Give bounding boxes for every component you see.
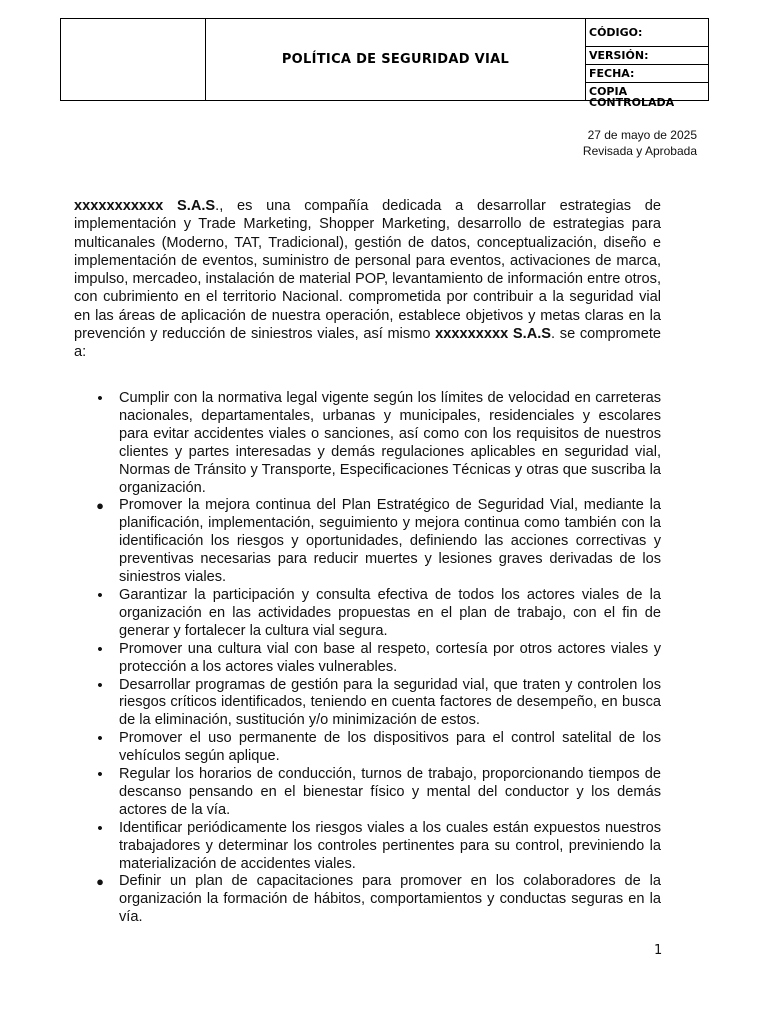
- page-number: 1: [654, 943, 663, 958]
- bullet-icon: [94, 390, 106, 409]
- bullet-icon: [94, 497, 106, 516]
- copia-controlada-field: COPIA CONTROLADA: [589, 85, 675, 109]
- commitment-item: [74, 641, 661, 677]
- intro-section: [74, 197, 661, 362]
- intro-paragraph: [74, 197, 661, 362]
- codigo-field: CÓDIGO:: [586, 19, 708, 47]
- bullet-icon: [94, 677, 106, 696]
- bullet-icon: [94, 730, 106, 749]
- commitment-item: [74, 820, 661, 874]
- document-title: POLÍTICA DE SEGURIDAD VIAL: [206, 19, 586, 100]
- bullet-icon: [94, 766, 106, 785]
- commitment-item: [74, 730, 661, 766]
- company-name: xxxxxxxxxxx S.A.S: [74, 198, 216, 214]
- commitment-text: Promover la mejora continua del Plan Estratégico de Seguridad Vial, mediante la planificación, implementación, seguimiento y mejora continua como también con la identificación los riesgos y oportunidades, definiendo las acciones correctivas y preventivas necesarias para reducir muertes y lesiones graves derivadas de los siniestros viales.: [119, 497, 661, 586]
- document-status: Revisada y Aprobada: [582, 144, 697, 158]
- commitment-text: Promover una cultura vial con base al respeto, cortesía por otros actores viales y protección a los actores viales vulnerables.: [119, 640, 661, 675]
- fecha-field: FECHA:: [586, 65, 708, 83]
- commitment-text: Promover el uso permanente de los dispositivos para el control satelital de los vehículos según aplique.: [119, 730, 661, 765]
- commitment-item: [74, 766, 661, 820]
- commitment-text: Identificar periódicamente los riesgos viales a los cuales están expuestos nuestros trabajadores y determinar los controles pertinentes para su control, previniendo la materialización de accidentes viales.: [119, 819, 661, 872]
- commitment-item: [74, 587, 661, 641]
- bullet-icon: [94, 587, 106, 606]
- version-field: VERSIÓN:: [586, 47, 708, 65]
- commitment-text: Garantizar la participación y consulta efectiva de todos los actores viales de la organización en las actividades propuestas en el plan de trabajo, con el fin de generar y fortalecer la cultura vial segura.: [119, 586, 661, 639]
- bullet-icon: [94, 641, 106, 660]
- commitment-text: Desarrollar programas de gestión para la seguridad vial, que traten y controlen los riesgos críticos identificados, teniendo en cuenta factores de desempeño, en busca de la eliminación, sustitución y/o minimización de estos.: [119, 676, 661, 729]
- commitments-list: [74, 390, 661, 927]
- commitment-text: Definir un plan de capacitaciones para promover en los colaboradores de la organización la formación de hábitos, comportamientos y conductas seguras en la vía.: [119, 873, 661, 926]
- commitment-item: [74, 390, 661, 497]
- company-name-repeat: xxxxxxxxx S.A.S: [435, 326, 552, 343]
- date-block: [583, 127, 697, 159]
- header-fields: [586, 19, 708, 109]
- bullet-icon: [94, 820, 106, 839]
- bullet-icon: [94, 873, 106, 892]
- commitment-item: [74, 677, 661, 731]
- intro-closing: . se compromete a:: [74, 326, 661, 361]
- commitment-text: Regular los horarios de conducción, turnos de trabajo, proporcionando tiempos de descanso pensando en el bienestar físico y mental del conductor y los demás actores de la vía.: [119, 766, 661, 818]
- commitment-text: Cumplir con la normativa legal vigente según los límites de velocidad en carreteras nacionales, departamentales, urbanas y municipales, residenciales y escolares para evitar accidentes viales o sanciones, así como con los requisitos de nuestros clientes y partes interesadas y demás regulaciones aplicables en seguridad vial, Normas de Tránsito y Transporte, Especificaciones Técnicas y otras que suscriba la organización.: [119, 390, 661, 496]
- commitment-item: [74, 497, 661, 587]
- document-header-table: [60, 18, 709, 109]
- intro-text: ., es una compañía dedicada a desarrollar estrategias de implementación y Trade Marketing, Shopper Marketing, desarrollo de estrategias para multicanales (Moderno, TAT, Tradicional), gestión de datos, conceptualización, diseño e implementación de eventos, suministro de personal para eventos, activaciones de marca, impulso, mercadeo, instalación de material POP, levantamiento de información entre otros, con cubrimiento en el territorio Nacional. comprometida por contribuir a la seguridad vial en las áreas de aplicación de nuestra operación, establece objetivos y metas claras en la prevención y reducción de siniestros viales, así mismo: [74, 198, 661, 343]
- commitment-item: [74, 873, 661, 927]
- document-date: 27 de mayo de 2025: [587, 128, 697, 142]
- logo-cell: [61, 19, 206, 100]
